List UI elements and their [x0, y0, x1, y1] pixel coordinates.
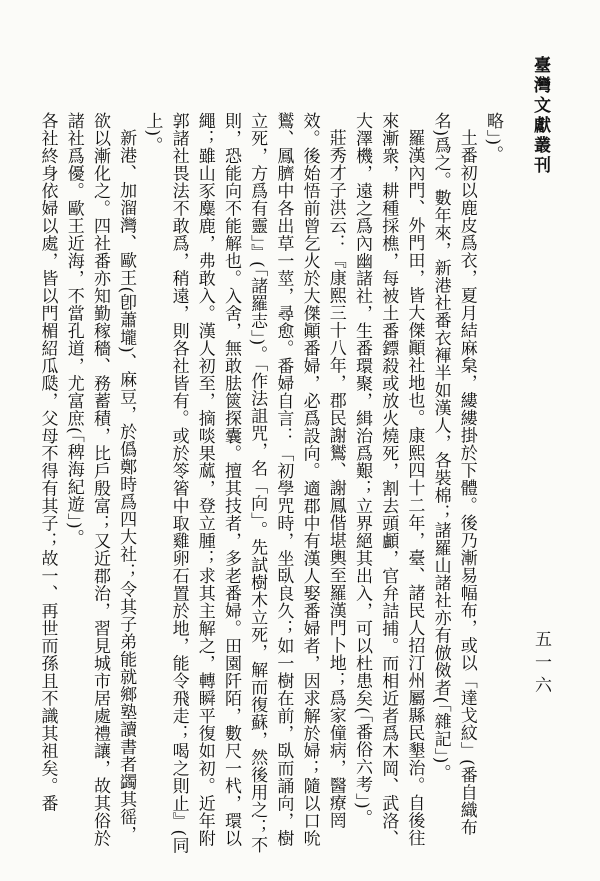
body-text — [6, 112, 506, 858]
paragraph-curse: 莊秀才子洪云：『康熙三十八年，郡民謝鸑、謝鳳偕堪輿至羅漢門卜地；爲家僮病，醫療罔效。後始悟前曾乞火於大傑顚番婦，必爲設向。適郡中有漢人娶番婦者，因求解於婦；隨以口吮鸑、鳳臍中各出草一莖，尋愈。番婦自言：「初學咒時，坐臥良久；如一樹在前，臥而誦向，樹立死，方爲有靈」』(「諸羅志」)。「作法詛咒，名「向」。先試樹木立死，解而復蘇，然後用之；不則，恐能向不能解也。入舍，無敢胠篋探囊。擅其技者，多老番婦。田園阡陌，數尺一杙，環以繩；雖山豕麋鹿，弗敢入。漢人初至，摘啖果蓏，登立腫；求其主解之，轉瞬平復如初。近年附郭諸社畏法不敢爲，稍遠，則各社皆有。或於笭箵中取雞卵石置於地，能令飛走；喝之則止』(同上)。 — [142, 112, 346, 855]
paragraph-four-villages: 新港、加溜灣、歐王(卽蕭壠)、麻豆，於僞鄭時爲四大社；令其子弟能就鄉塾讀書者蠲其徭，欲以漸化之。四社番亦知勤稼穡、務蓄積，比戶殷富；又近郡治，習見城市居處禮讓，故其俗於諸社爲優。歐王近海，不當孔道，尤富庶(「稗海紀遊」)。 — [63, 112, 137, 847]
running-head-title: 臺灣文獻叢刊 — [530, 56, 550, 176]
paragraph-lohanmen: 羅漢內門、外門田，皆大傑顚社地也。康熙四十二年，臺、諸民人招汀州屬縣民墾治。自後往來漸衆，耕種採樵，每被土番鏢殺或放火燒死，割去頭顱，官弁詰捕。而相近者爲木岡、武洛、大澤機，遠之爲內幽諸社，生番環聚，緝治爲艱；立界絕其出入，可以杜患矣(「番俗六考」)。 — [351, 112, 425, 847]
paragraph-continuation: 略」)。 — [483, 112, 503, 164]
page-number: 五一六 — [531, 630, 551, 699]
paragraph-matrilocal: 各社終身依婦以處，皆以門楣紹瓜瓞，父母不得有其子；故一、再世而孫且不識其祖矣。番 — [37, 112, 58, 812]
paragraph-clothing: 土番初以鹿皮爲衣，夏月結麻枲，縷縷掛於下體。後乃漸易幅布，或以「達戈紋」(番自織布名)爲之。數年來，新港社番衣褌半如漢人，各裝棉；諸羅山諸社亦有倣傚者(「雜記」)。 — [430, 112, 477, 837]
